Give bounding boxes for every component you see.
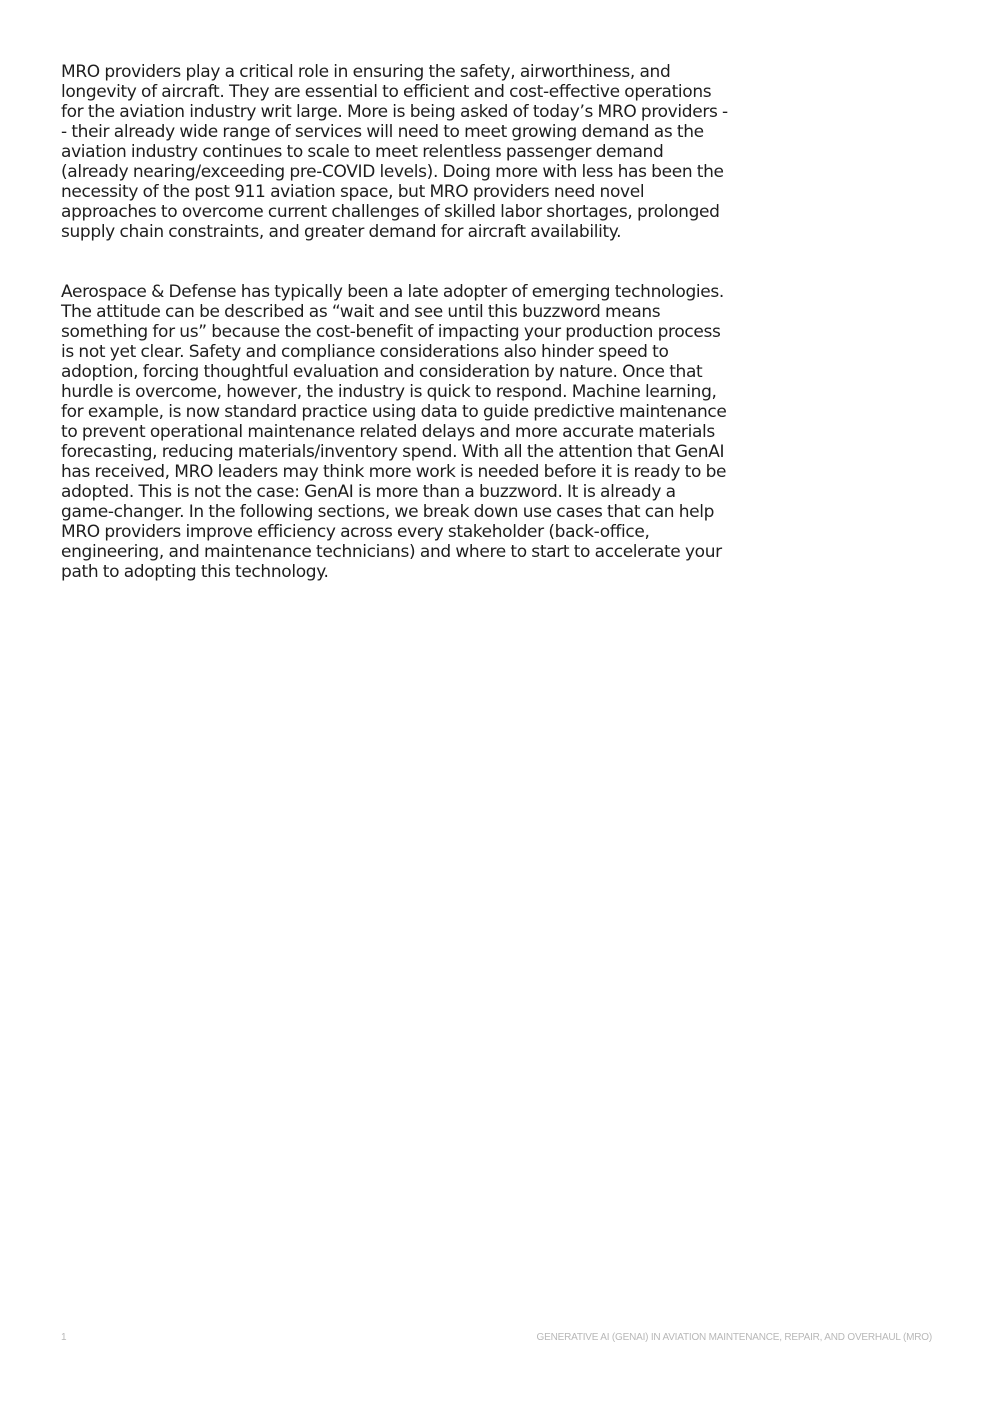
footer-document-title: GENERATIVE AI (GENAI) IN AVIATION MAINTENANCE, REPAIR, AND OVERHAUL (MRO) [536,1332,932,1343]
paragraph-mro-role: MRO providers play a critical role in ensuring the safety, airworthiness, and longevity of aircraft. They are essential to efficient and cost-effective operations for the aviation industry writ large. More is being asked of today’s MRO providers -- their already wide range of services will need to meet growing demand as the aviation industry continues to scale to meet relentless passenger demand (already nearing/exceeding pre-COVID levels). Doing more with less has been the necessity of the post 911 aviation space, but MRO providers need novel approaches to overcome current challenges of skilled labor shortages, prolonged supply chain constraints, and greater demand for aircraft availability. [61,62,728,242]
page-number: 1 [61,1332,67,1343]
paragraph-aerospace-adoption: Aerospace & Defense has typically been a late adopter of emerging technologies. The attitude can be described as “wait and see until this buzzword means something for us” because the cost-benefit of impacting your production process is not yet clear. Safety and compliance considerations also hinder speed to adoption, forcing thoughtful evaluation and consideration by nature. Once that hurdle is overcome, however, the industry is quick to respond. Machine learning, for example, is now standard practice using data to guide predictive maintenance to prevent operational maintenance related delays and more accurate materials forecasting, reducing materials/inventory spend. With all the attention that GenAI has received, MRO leaders may think more work is needed before it is ready to be adopted. This is not the case: GenAI is more than a buzzword. It is already a game-changer. In the following sections, we break down use cases that can help MRO providers improve efficiency across every stakeholder (back-office, engineering, and maintenance technicians) and where to start to accelerate your path to adopting this technology. [61,282,727,582]
page-footer [61,1332,932,1346]
body-text [61,62,729,582]
